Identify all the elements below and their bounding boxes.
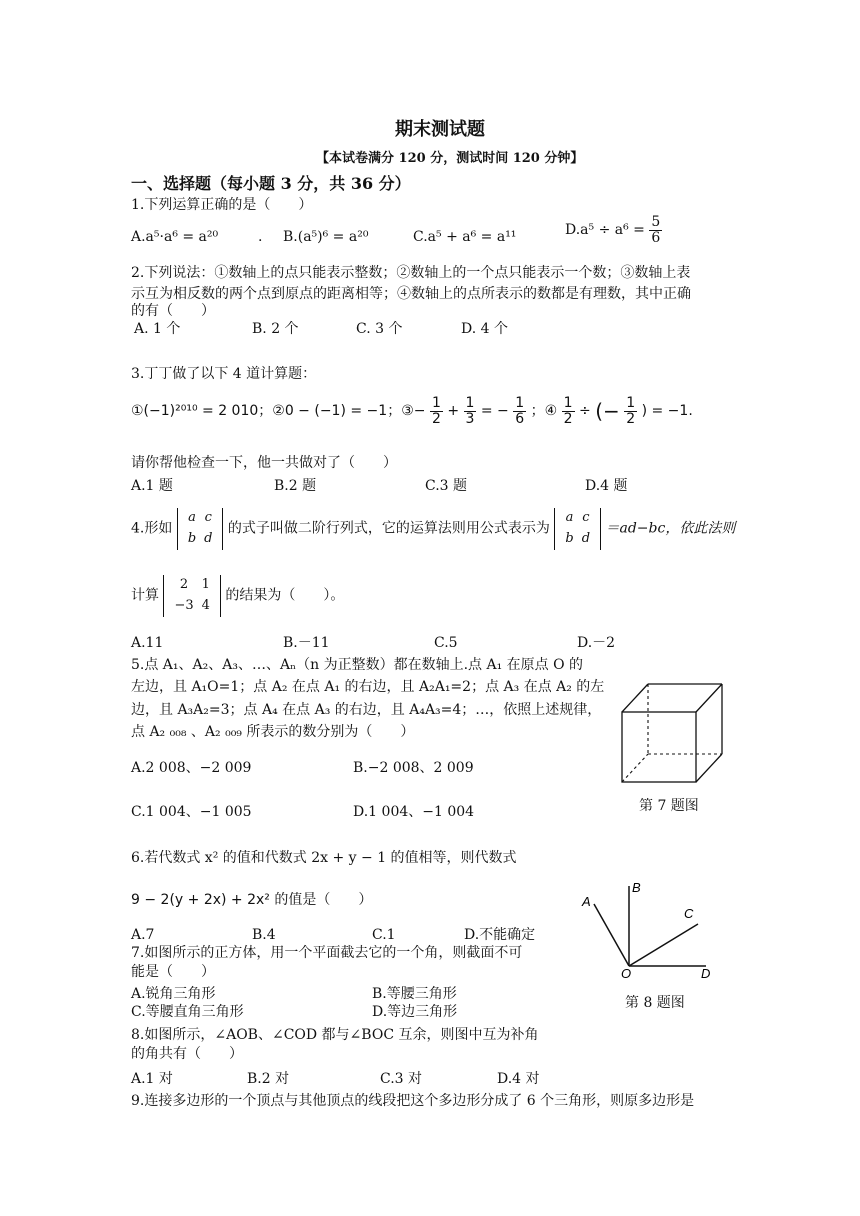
q6-option-c: C.1 — [372, 927, 396, 943]
equals-minus: = − — [480, 403, 509, 420]
q3-stem: 3.丁丁做了以下 4 道计算题： — [131, 366, 317, 382]
fraction-numerator: 1 — [626, 395, 636, 411]
det-cell: 2 — [179, 577, 189, 592]
det-cell: c — [582, 510, 590, 525]
fig7-caption: 第 7 题图 — [639, 798, 699, 814]
fraction-denominator: 2 — [563, 410, 573, 427]
fig8-caption: 第 8 题图 — [625, 995, 685, 1011]
fraction — [464, 396, 477, 426]
cube-figure — [618, 680, 728, 786]
q8-option-d: D.4 对 — [497, 1071, 540, 1087]
separator: ；④ — [530, 403, 558, 420]
determinant — [163, 575, 220, 617]
det-cell: 1 — [201, 577, 210, 592]
q3-option-d: D.4 题 — [585, 478, 628, 494]
det-cell: d — [204, 530, 213, 546]
det-cell: 4 — [201, 597, 210, 613]
q4-text-2: 的式子叫做二阶行列式，它的运算法则用公式表示为 — [227, 520, 550, 537]
q4-calc-label: 计算 — [131, 587, 159, 604]
fraction — [649, 215, 662, 245]
fraction-numerator: 5 — [651, 214, 661, 230]
q1-option-c: C.a⁵ + a⁶ = a¹¹ — [413, 229, 517, 245]
q4-text-1: 4.形如 — [131, 520, 173, 537]
q3-option-a: A.1 题 — [131, 478, 173, 494]
q4-option-a: A.11 — [131, 635, 164, 651]
q6-option-a: A.7 — [131, 927, 155, 943]
q7-line2: 能是（ ） — [131, 964, 215, 980]
det-cell: d — [581, 530, 591, 546]
q3-expr-start: ①(−1)²⁰¹⁰ = 2 010；②0 − (−1) = −1；③− — [131, 403, 426, 420]
q4-option-d: D.－2 — [577, 635, 616, 651]
q5-option-a: A.2 008、−2 009 — [131, 760, 252, 776]
fraction-numerator: 1 — [563, 395, 573, 411]
q7-option-a: A.锐角三角形 — [131, 986, 216, 1002]
q4-option-b: B.－11 — [283, 635, 330, 651]
fraction-denominator: 6 — [651, 229, 661, 246]
fraction-numerator: 1 — [465, 395, 475, 411]
fraction-denominator: 2 — [626, 410, 636, 427]
q7-line1: 7.如图所示的正方体，用一个平面截去它的一个角，则截面不可 — [131, 945, 523, 961]
q4-option-c: C.5 — [434, 635, 458, 651]
q5-line4: 点 A₂ ₀₀₈ 、A₂ ₀₀₉ 所表示的数分别为（ ） — [131, 724, 415, 740]
q2-option-a: A. 1 个 — [134, 321, 181, 337]
q8-option-a: A.1 对 — [131, 1071, 173, 1087]
fraction — [624, 396, 637, 426]
determinant — [554, 508, 601, 550]
plus-sign: + — [447, 403, 460, 420]
fraction-numerator: 1 — [515, 395, 525, 411]
divide-sign: ÷ — [579, 403, 591, 420]
q2-option-b: B. 2 个 — [252, 321, 299, 337]
q6-option-d: D.不能确定 — [464, 927, 536, 943]
determinant — [177, 508, 224, 550]
label-b: B — [632, 880, 641, 895]
q2-line1: 2.下列说法：①数轴上的点只能表示整数；②数轴上的一个点只能表示一个数；③数轴上表 — [131, 265, 691, 281]
q3-option-b: B.2 题 — [274, 478, 317, 494]
angle-figure — [576, 880, 726, 980]
q8-line2: 的角共有（ ） — [131, 1046, 243, 1062]
q2-line3: 的有（ ） — [131, 303, 215, 319]
q7-option-b: B.等腰三角形 — [372, 986, 457, 1002]
q3-check: 请你帮他检查一下，他一共做对了（ ） — [131, 455, 397, 471]
q4-statement — [131, 508, 735, 550]
q7-option-d: D.等边三角形 — [372, 1004, 458, 1020]
q5-option-b: B.−2 008、2 009 — [353, 760, 474, 776]
q3-option-c: C.3 题 — [425, 478, 468, 494]
det-cell: −3 — [174, 597, 194, 613]
q6-line2: 9 − 2(y + 2x) + 2x² 的值是（ ） — [131, 892, 373, 908]
det-cell: b — [187, 530, 197, 546]
q1-option-b: B.(a⁵)⁶ = a²⁰ — [283, 229, 369, 245]
fraction-denominator: 6 — [515, 410, 525, 427]
q6-option-b: B.4 — [252, 927, 276, 943]
section-heading: 一、选择题（每小题 3 分，共 36 分） — [131, 174, 411, 193]
q5-line3: 边，且 A₃A₂=3；点 A₄ 在点 A₃ 的右边，且 A₄A₃=4；…，依照上述规律， — [131, 702, 602, 718]
label-c: C — [684, 906, 694, 921]
q2-option-d: D. 4 个 — [461, 321, 508, 337]
q8-line1: 8.如图所示，∠AOB、∠COD 都与∠BOC 互余，则图中互为补角 — [131, 1027, 539, 1043]
q1-d-prefix: D.a⁵ ÷ a⁶ = — [565, 222, 645, 239]
q5-option-c: C.1 004、−1 005 — [131, 804, 252, 820]
q8-option-c: C.3 对 — [380, 1071, 423, 1087]
det-cell: a — [565, 510, 574, 525]
label-a: A — [582, 894, 591, 909]
fraction — [562, 396, 575, 426]
q9-line1: 9.连接多边形的一个顶点与其他顶点的线段把这个多边形分成了 6 个三角形，则原多边形是 — [131, 1093, 695, 1109]
q5-line1: 5.点 A₁、A₂、A₃、…、Aₙ（n 为正整数）都在数轴上.点 A₁ 在原点 O 的 — [131, 657, 584, 673]
label-d: D — [701, 966, 711, 980]
page-title: 期末测试题 — [395, 119, 485, 140]
det-cell: c — [204, 510, 212, 525]
fraction — [430, 396, 443, 426]
q2-line2: 示互为相反数的两个点到原点的距离相等；④数轴上的点所表示的数都是有理数，其中正确 — [131, 286, 691, 302]
q1-option-d — [565, 215, 662, 245]
label-o: O — [621, 966, 632, 980]
expr-end: ) = −1. — [641, 403, 693, 420]
q7-option-c: C.等腰直角三角形 — [131, 1004, 244, 1020]
fraction — [513, 396, 526, 426]
q4-calc-text: 的结果为（ ）。 — [225, 587, 345, 604]
q5-option-d: D.1 004、−1 004 — [353, 804, 475, 820]
det-cell: b — [565, 530, 574, 546]
q1-dot: . — [258, 229, 263, 245]
det-cell: a — [188, 510, 196, 525]
q4-text-3: ＝ad−bc，依此法则 — [605, 520, 736, 537]
q3-expressions — [131, 396, 693, 426]
q4-calc — [131, 575, 344, 617]
left-paren: (− — [595, 399, 620, 424]
q2-option-c: C. 3 个 — [356, 321, 403, 337]
fraction-denominator: 3 — [465, 410, 475, 427]
q6-line1: 6.若代数式 x² 的值和代数式 2x + y − 1 的值相等，则代数式 — [131, 850, 517, 866]
q1-stem: 1.下列运算正确的是（ ） — [131, 197, 313, 213]
q5-line2: 左边，且 A₁O=1；点 A₂ 在点 A₁ 的右边，且 A₂A₁=2；点 A₃ 在点 A₂ 的左 — [131, 679, 605, 695]
fraction-numerator: 1 — [431, 395, 441, 411]
q1-option-a: A.a⁵·a⁶ = a²⁰ — [131, 229, 219, 245]
fraction-denominator: 2 — [431, 410, 441, 427]
page-subtitle: 【本试卷满分 120 分，测试时间 120 分钟】 — [316, 151, 584, 166]
q8-option-b: B.2 对 — [247, 1071, 290, 1087]
